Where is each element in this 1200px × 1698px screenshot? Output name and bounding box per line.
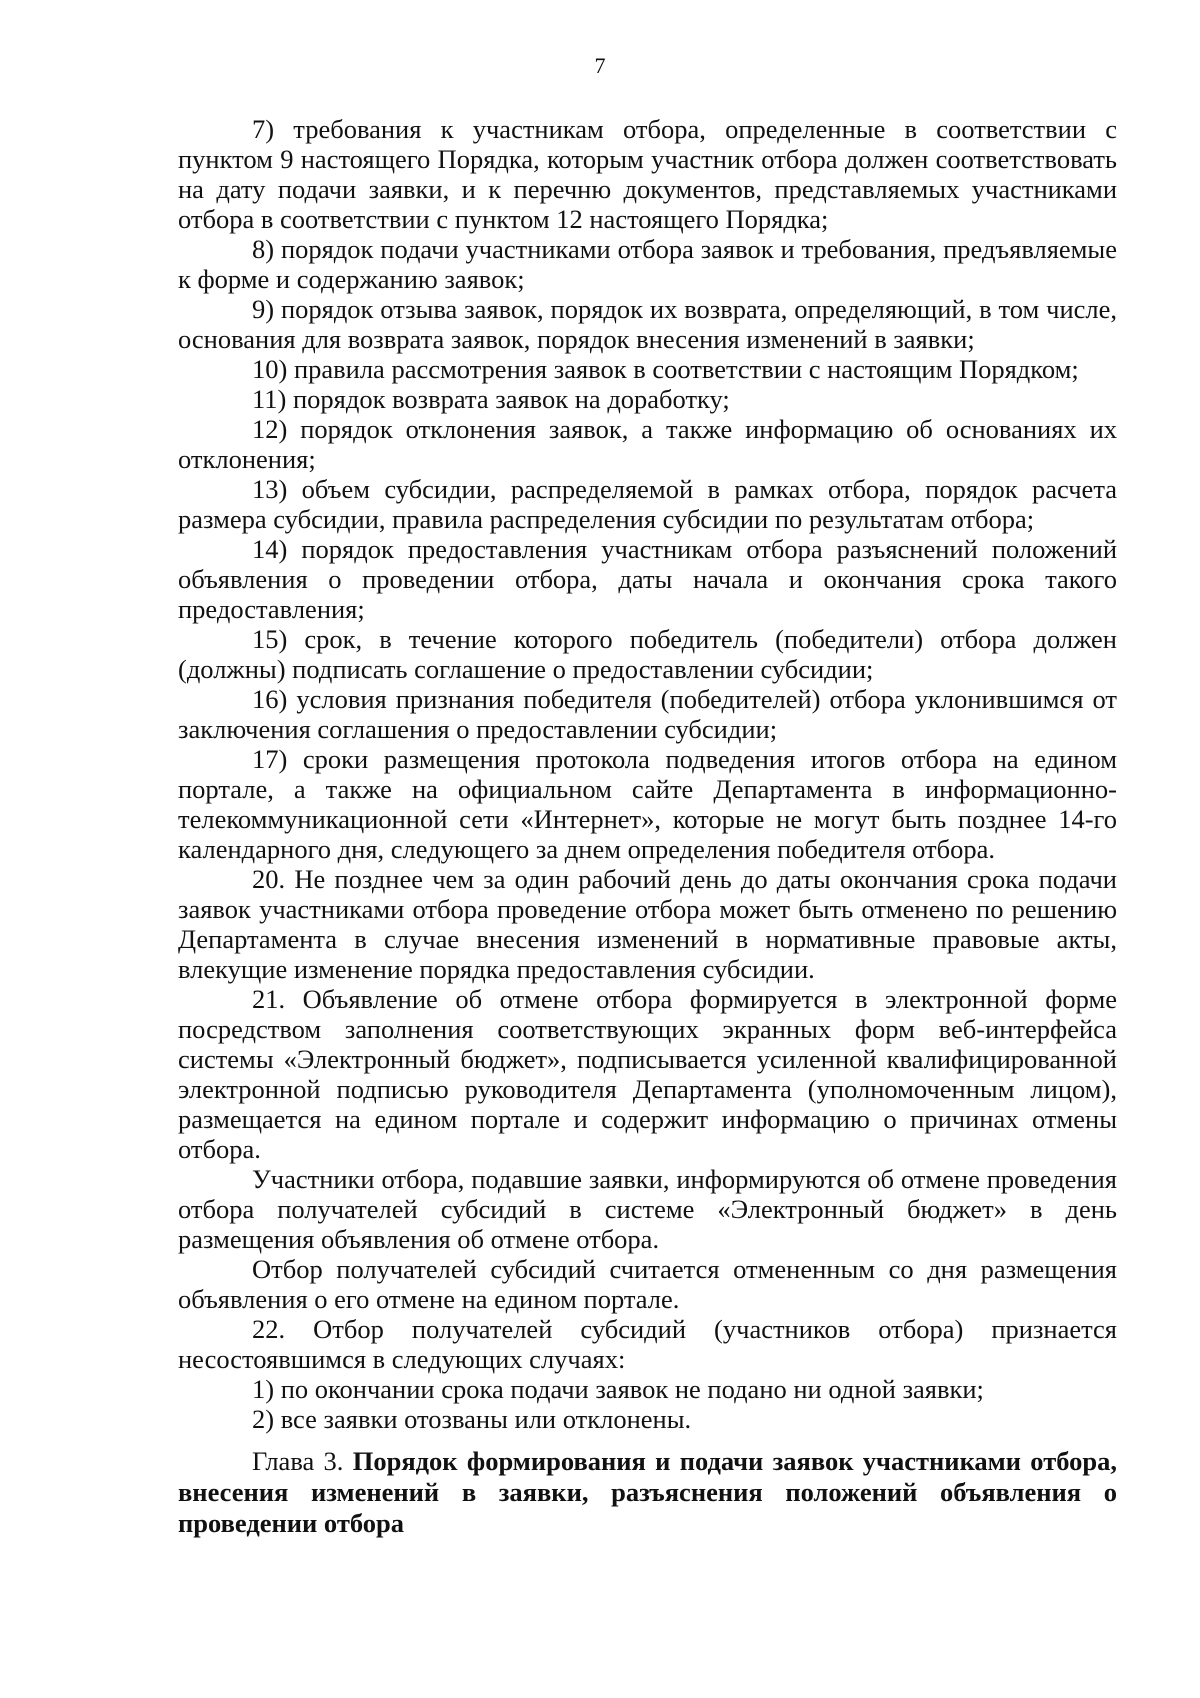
paragraph-clause-21: 21. Объявление об отмене отбора формируется в электронной форме посредством заполнения соответствующих экранных форм веб-интерфейса системы «Электронный бюджет», подписывается усиленной квалифицированной электронной подписью руководителя Департамента (уполномоченным лицом), размещается на едином портале и содержит информацию о причинах отмены отбора. xyxy=(178,984,1117,1164)
chapter-heading xyxy=(178,1446,1117,1539)
paragraph-item-16: 16) условия признания победителя (победителей) отбора уклонившимся от заключения соглашения о предоставлении субсидии; xyxy=(178,684,1117,744)
paragraph-item-11: 11) порядок возврата заявок на доработку; xyxy=(252,384,730,414)
paragraph-case-1: 1) по окончании срока подачи заявок не подано ни одной заявки; xyxy=(252,1374,984,1404)
paragraph-item-7: 7) требования к участникам отбора, определенные в соответствии с пунктом 9 настоящего Порядка, которым участник отбора должен соответствовать на дату подачи заявки, и к перечню документов, представляемых участниками отбора в соответствии с пунктом 12 настоящего Порядка; xyxy=(178,114,1117,234)
paragraph-item-12: 12) порядок отклонения заявок, а также информацию об основаниях их отклонения; xyxy=(178,414,1117,474)
page-number: 7 xyxy=(594,53,606,78)
paragraph-case-2: 2) все заявки отозваны или отклонены. xyxy=(252,1404,692,1434)
paragraph-item-9: 9) порядок отзыва заявок, порядок их возврата, определяющий, в том числе, основания для возврата заявок, порядок внесения изменений в заявки; xyxy=(178,294,1117,354)
document-body xyxy=(178,114,1117,1434)
paragraph-item-14: 14) порядок предоставления участникам отбора разъяснений положений объявления о проведении отбора, даты начала и окончания срока такого предоставления; xyxy=(178,534,1117,624)
paragraph-participants-notice: Участники отбора, подавшие заявки, информируются об отмене проведения отбора получателей субсидий в системе «Электронный бюджет» в день размещения объявления об отмене отбора. xyxy=(178,1164,1117,1254)
chapter-title: Порядок формирования и подачи заявок участниками отбора, внесения изменений в заявки, разъяснения положений объявления о проведении отбора xyxy=(178,1446,1117,1538)
paragraph-item-8: 8) порядок подачи участниками отбора заявок и требования, предъявляемые к форме и содержанию заявок; xyxy=(178,234,1117,294)
paragraph-item-17: 17) сроки размещения протокола подведения итогов отбора на едином портале, а также на официальном сайте Департамента в информационно-телекоммуникационной сети «Интернет», которые не могут быть позднее 14-го календарного дня, следующего за днем определения победителя отбора. xyxy=(178,744,1117,864)
paragraph-item-15: 15) срок, в течение которого победитель (победители) отбора должен (должны) подписать соглашение о предоставлении субсидии; xyxy=(178,624,1117,684)
paragraph-cancellation-date: Отбор получателей субсидий считается отмененным со дня размещения объявления о его отмене на едином портале. xyxy=(178,1254,1117,1314)
paragraph-item-13: 13) объем субсидии, распределяемой в рамках отбора, порядок расчета размера субсидии, правила распределения субсидии по результатам отбора; xyxy=(178,474,1117,534)
paragraph-item-10: 10) правила рассмотрения заявок в соответствии с настоящим Порядком; xyxy=(252,354,1079,384)
paragraph-clause-20: 20. Не позднее чем за один рабочий день до даты окончания срока подачи заявок участниками отбора проведение отбора может быть отменено по решению Департамента в случае внесения изменений в нормативные правовые акты, влекущие изменение порядка предоставления субсидии. xyxy=(178,864,1117,984)
chapter-prefix: Глава 3. xyxy=(252,1446,353,1476)
paragraph-clause-22: 22. Отбор получателей субсидий (участников отбора) признается несостоявшимся в следующих случаях: xyxy=(178,1314,1117,1374)
